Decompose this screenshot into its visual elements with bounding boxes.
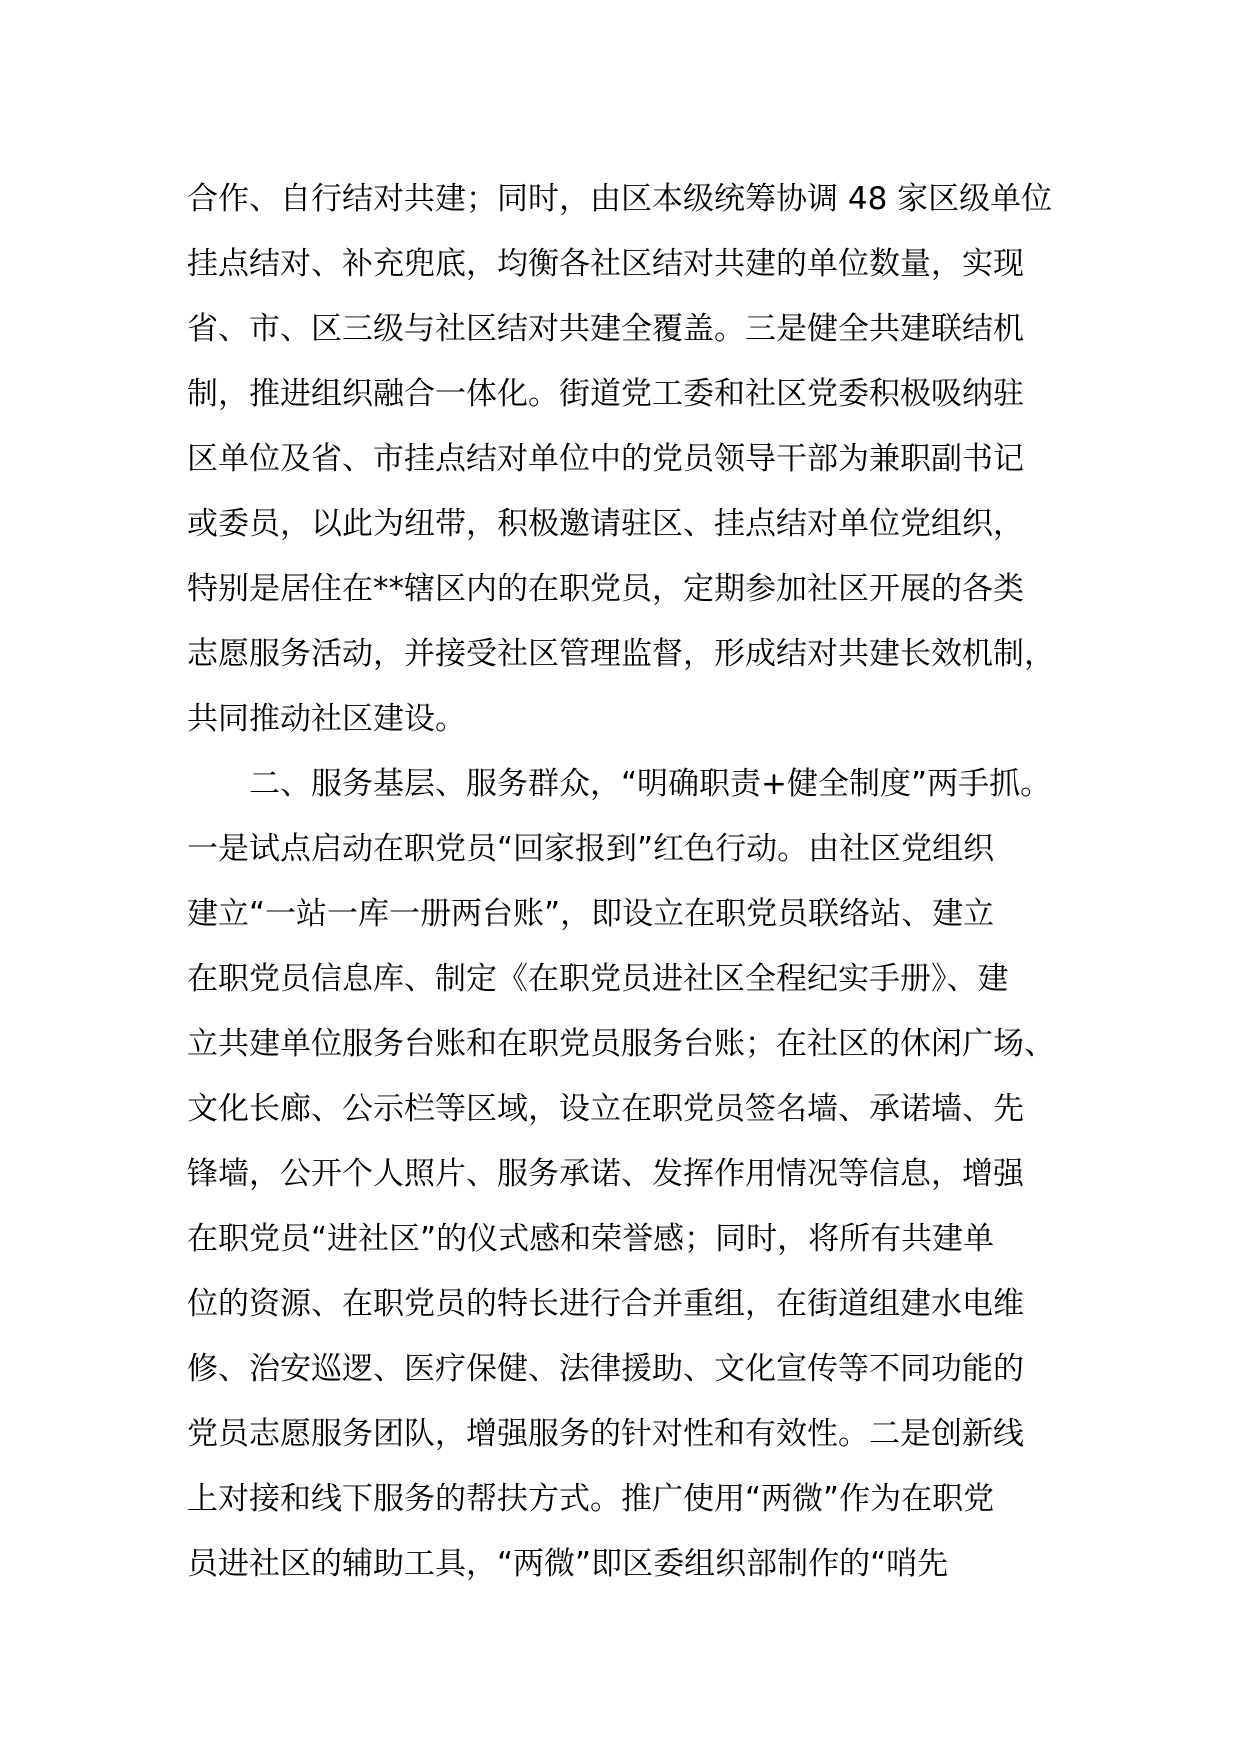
text-line: 或委员，以此为纽带，积极邀请驻区、挂点结对单位党组织， (187, 506, 1024, 542)
text-line: 挂点结对、补充兜底，均衡各社区结对共建的单位数量，实现 (187, 246, 1024, 282)
text-line: 党员志愿服务团队，增强服务的针对性和有效性。二是创新线 (187, 1416, 1024, 1452)
text-line: 志愿服务活动，并接受社区管理监督，形成结对共建长效机制， (187, 636, 1055, 672)
text-line: 一是试点启动在职党员“回家报到”红色行动。由社区党组织 (187, 831, 995, 867)
text-line: 区单位及省、市挂点结对单位中的党员领导干部为兼职副书记 (187, 441, 1024, 477)
text-line: 省、市、区三级与社区结对共建全覆盖。三是健全共建联结机 (187, 311, 1024, 347)
text-line: 在职党员信息库、制定《在职党员进社区全程纪实手册》、建 (187, 961, 1009, 997)
document-body (187, 167, 1067, 1597)
text-line: 员进社区的辅助工具，“两微”即区委组织部制作的“哨先 (187, 1546, 949, 1582)
section-heading-line: 二、服务基层、服务群众，“明确职责+健全制度”两手抓。 (249, 766, 1052, 802)
text-line: 位的资源、在职党员的特长进行合并重组，在街道组建水电维 (187, 1286, 1024, 1322)
text-line: 立共建单位服务台账和在职党员服务台账；在社区的休闲广场、 (187, 1026, 1055, 1062)
text-line: 合作、自行结对共建；同时，由区本级统筹协调 48 家区级单位 (187, 181, 1053, 217)
text-line: 在职党员“进社区”的仪式感和荣誉感；同时，将所有共建单 (187, 1221, 995, 1257)
text-line: 特别是居住在**辖区内的在职党员，定期参加社区开展的各类 (187, 571, 1024, 607)
text-line: 制，推进组织融合一体化。街道党工委和社区党委积极吸纳驻 (187, 376, 1024, 412)
text-line: 共同推动社区建设。 (187, 701, 466, 737)
text-line: 文化长廊、公示栏等区域，设立在职党员签名墙、承诺墙、先 (187, 1091, 1024, 1127)
text-line: 锋墙，公开个人照片、服务承诺、发挥作用情况等信息，增强 (187, 1156, 1024, 1192)
text-line: 修、治安巡逻、医疗保健、法律援助、文化宣传等不同功能的 (187, 1351, 1024, 1387)
text-line: 上对接和线下服务的帮扶方式。推广使用“两微”作为在职党 (187, 1481, 995, 1517)
text-line: 建立“一站一库一册两台账”，即设立在职党员联络站、建立 (187, 896, 995, 932)
